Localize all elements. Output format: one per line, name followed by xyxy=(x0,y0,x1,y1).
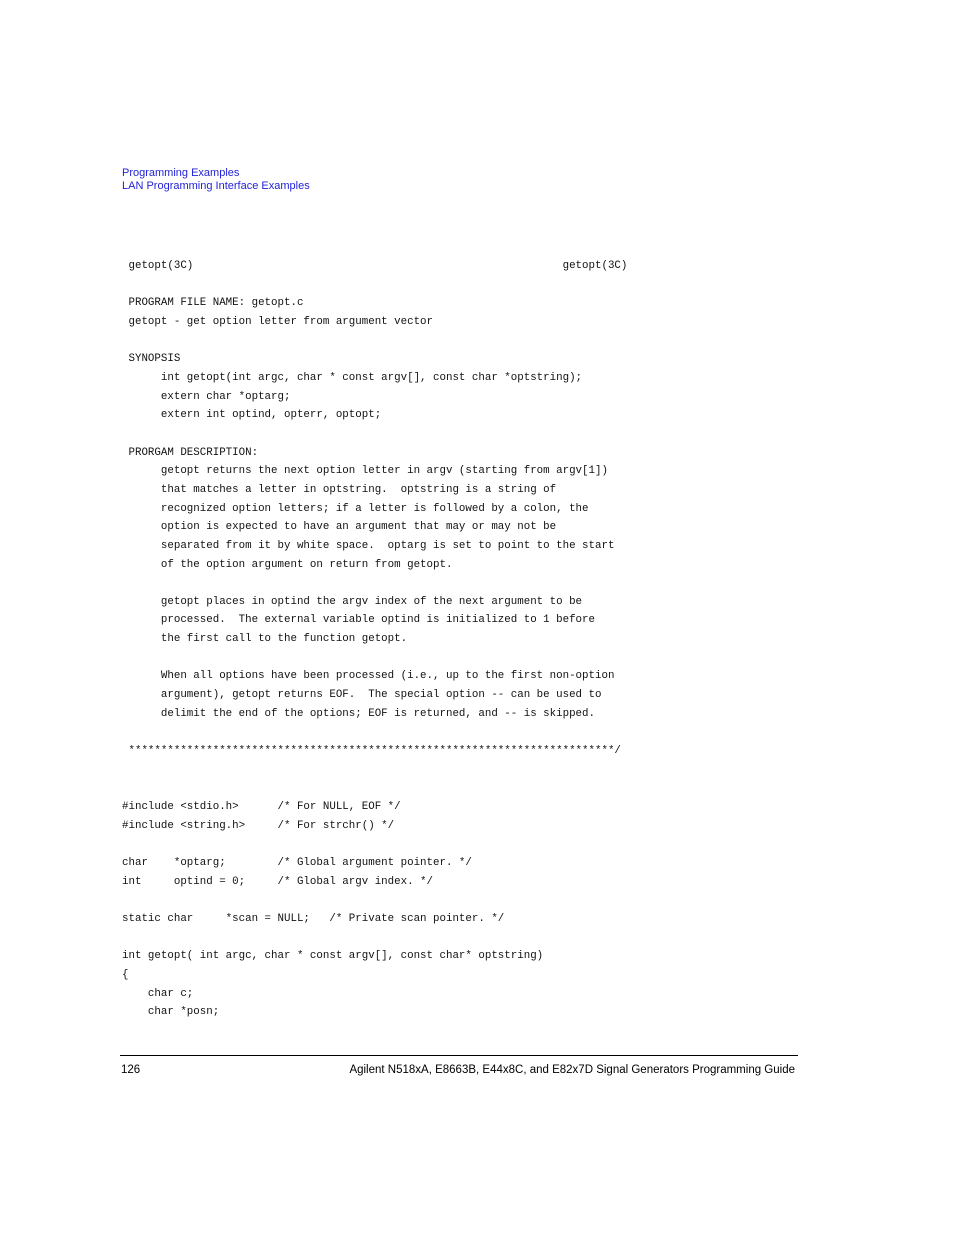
code-line: extern char *optarg; xyxy=(122,390,291,403)
code-line xyxy=(122,779,822,798)
code-line: #include <string.h> /* For strchr() */ xyxy=(122,819,395,832)
code-listing xyxy=(122,257,822,1022)
code-line: char c; xyxy=(122,987,194,1000)
code-line xyxy=(122,835,822,854)
code-line: int getopt( int argc, char * const argv[], const char* optstring) xyxy=(122,950,544,963)
document-title: Agilent N518xA, E8663B, E44x8C, and E82x7D Signal Generators Programming Guide xyxy=(349,1064,795,1076)
code-line: option is expected to have an argument that may or may not be xyxy=(122,521,557,534)
code-line: of the option argument on return from getopt. xyxy=(122,558,453,571)
footer-rule xyxy=(120,1055,798,1056)
code-line: #include <stdio.h> /* For NULL, EOF */ xyxy=(122,801,401,814)
code-line: argument), getopt returns EOF. The special option -- can be used to xyxy=(122,689,602,702)
code-line: getopt places in optind the argv index of the next argument to be xyxy=(122,595,583,608)
code-line: ***************************************************************************/ xyxy=(122,745,621,758)
code-line: that matches a letter in optstring. optstring is a string of xyxy=(122,483,557,496)
code-line: char *posn; xyxy=(122,1006,220,1019)
code-line: static char *scan = NULL; /* Private scan pointer. */ xyxy=(122,912,505,925)
code-line: When all options have been processed (i.e., up to the first non-option xyxy=(122,670,615,683)
code-line xyxy=(122,891,822,910)
code-line: the first call to the function getopt. xyxy=(122,633,408,646)
code-line: getopt returns the next option letter in argv (starting from argv[1]) xyxy=(122,465,608,478)
code-line: getopt(3C) getopt(3C) xyxy=(122,260,628,272)
code-line: char *optarg; /* Global argument pointer. */ xyxy=(122,857,472,869)
code-line: delimit the end of the options; EOF is returned, and -- is skipped. xyxy=(122,707,595,720)
page-number: 126 xyxy=(121,1064,141,1076)
code-line: recognized option letters; if a letter is followed by a colon, the xyxy=(122,502,589,515)
breadcrumb xyxy=(122,167,310,192)
code-line: getopt - get option letter from argument vector xyxy=(122,315,434,328)
code-line: SYNOPSIS xyxy=(122,353,181,366)
breadcrumb-subsection: LAN Programming Interface Examples xyxy=(122,179,310,192)
code-line xyxy=(122,929,822,948)
code-line xyxy=(122,574,822,593)
code-line xyxy=(122,332,822,351)
code-line: PRORGAM DESCRIPTION: xyxy=(122,446,259,459)
breadcrumb-section: Programming Examples xyxy=(122,167,240,179)
code-line: extern int optind, opterr, optopt; xyxy=(122,409,382,422)
code-line: int optind = 0; /* Global argv index. */ xyxy=(122,875,434,888)
code-line xyxy=(122,276,822,295)
code-line: int getopt(int argc, char * const argv[], const char *optstring); xyxy=(122,371,583,384)
code-line xyxy=(122,649,822,668)
code-line: separated from it by white space. optarg is set to point to the start xyxy=(122,539,615,552)
code-line: { xyxy=(122,968,129,981)
code-line: processed. The external variable optind is initialized to 1 before xyxy=(122,614,595,627)
code-line xyxy=(122,723,822,742)
code-line: PROGRAM FILE NAME: getopt.c xyxy=(122,297,304,310)
code-line xyxy=(122,761,822,780)
code-line xyxy=(122,425,822,444)
